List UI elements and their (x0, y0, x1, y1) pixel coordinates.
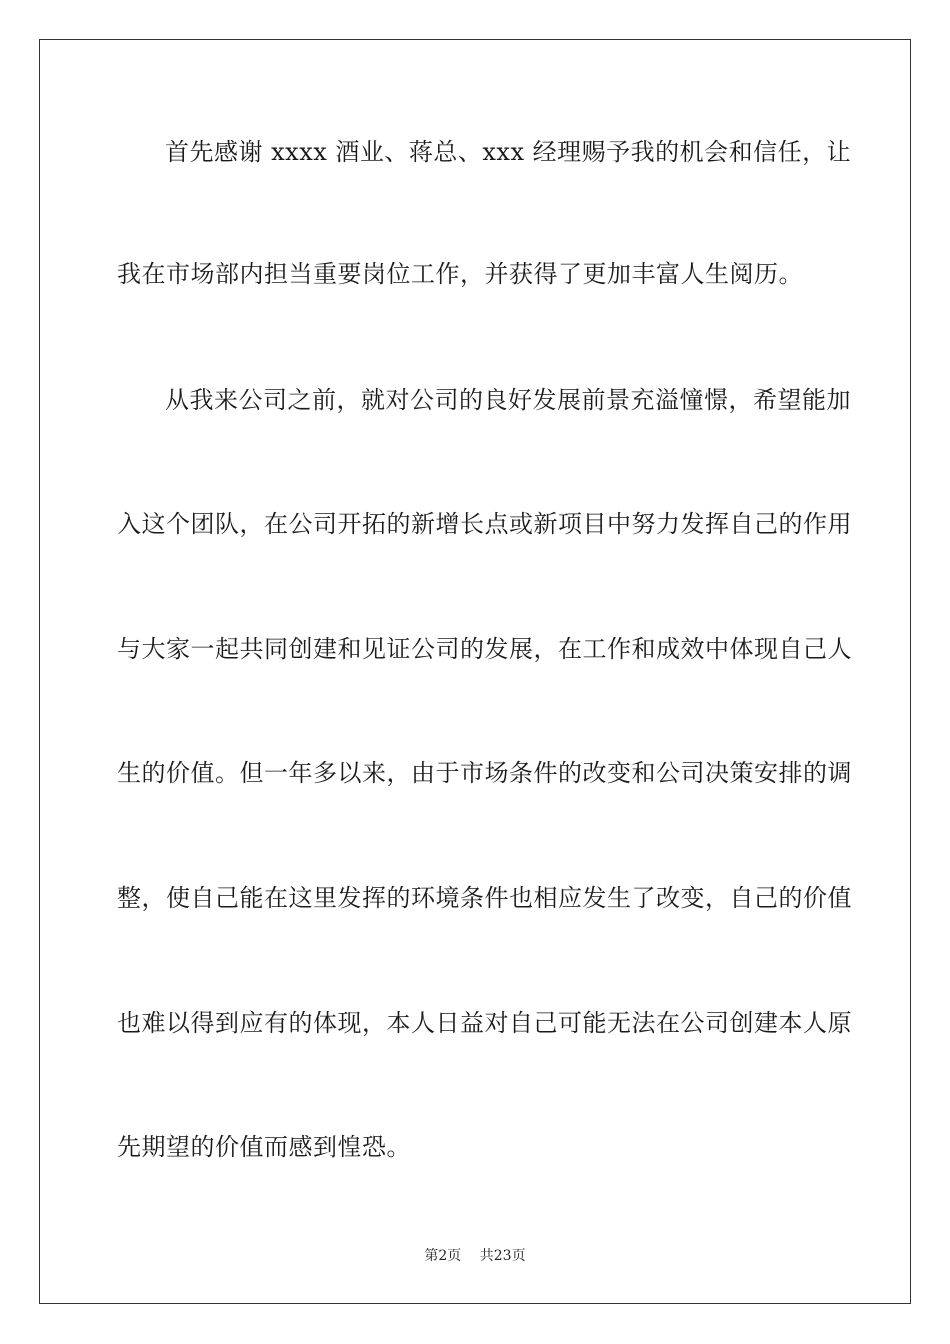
paragraph-1-line-2: 我在市场部内担当重要岗位工作，并获得了更加丰富人生阅历。 (117, 260, 803, 288)
page-border (39, 39, 911, 1304)
page-number: 第2页 (424, 1248, 462, 1264)
paragraph-2-line-5: 整，使自己能在这里发挥的环境条件也相应发生了改变，自己的价值 (117, 884, 852, 912)
page-total: 共23页 (479, 1248, 526, 1264)
page-footer (0, 1247, 950, 1265)
paragraph-2-line-6: 也难以得到应有的体现，本人日益对自己可能无法在公司创建本人原 (117, 1009, 852, 1037)
paragraph-2-line-4: 生的价值。但一年多以来，由于市场条件的改变和公司决策安排的调 (117, 759, 852, 787)
paragraph-2-line-1: 从我来公司之前，就对公司的良好发展前景充溢憧憬，希望能加 (165, 386, 851, 414)
paragraph-2-line-2: 入这个团队，在公司开拓的新增长点或新项目中努力发挥自己的作用 (117, 510, 852, 538)
paragraph-1-line-1: 首先感谢 xxxx 酒业、蒋总、xxx 经理赐予我的机会和信任，让 (165, 138, 852, 166)
paragraph-2-line-7: 先期望的价值而感到惶恐。 (117, 1133, 411, 1161)
paragraph-2-line-3: 与大家一起共同创建和见证公司的发展，在工作和成效中体现自己人 (117, 635, 852, 663)
